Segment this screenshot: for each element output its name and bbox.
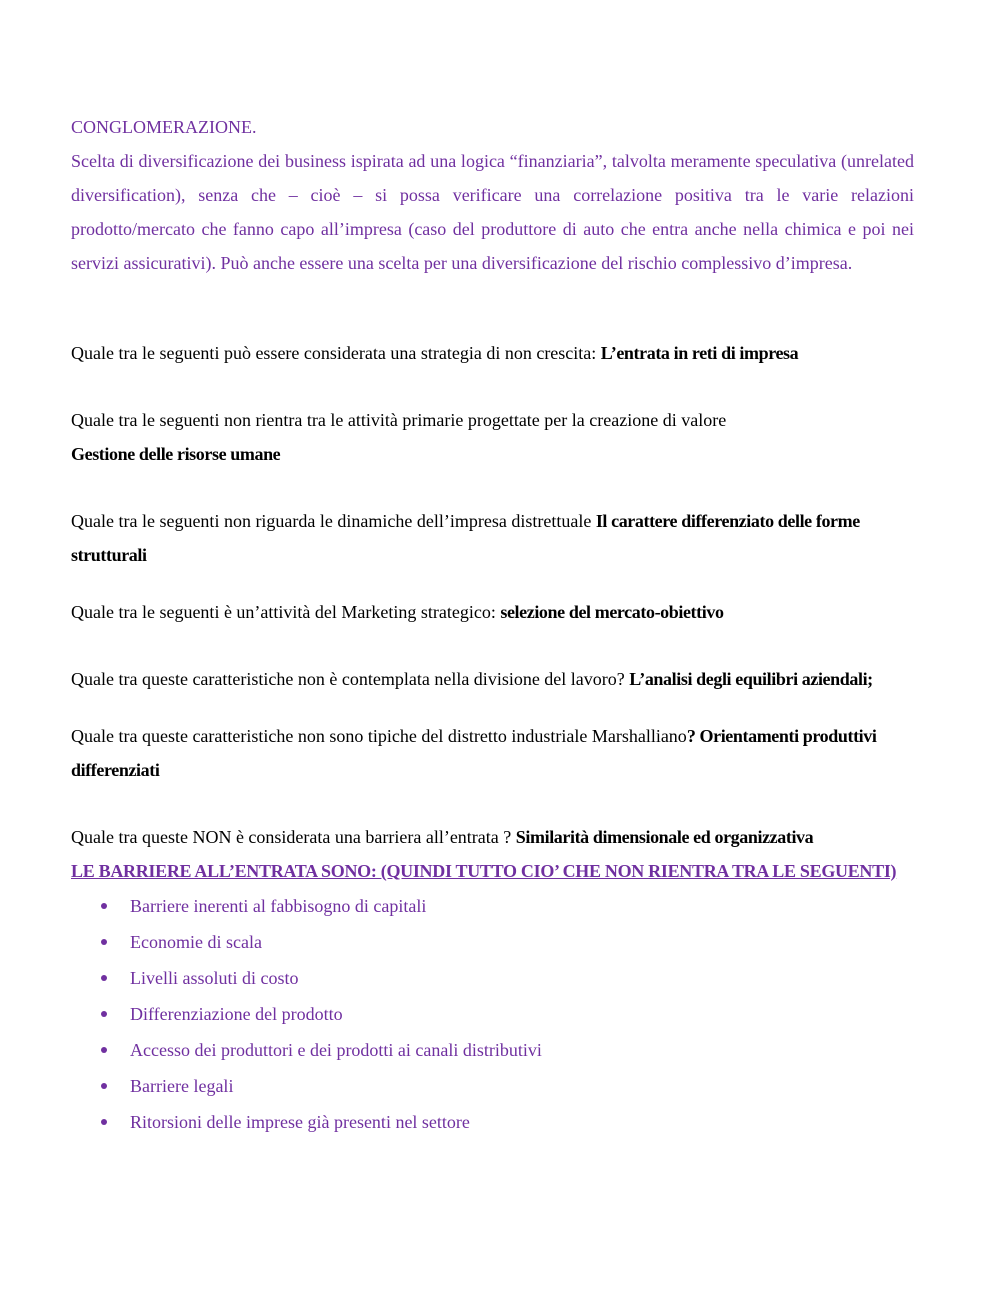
- barriers-list: [71, 888, 914, 1140]
- answer-text: Gestione delle risorse umane: [71, 444, 281, 464]
- barriers-title: LE BARRIERE ALL’ENTRATA SONO: (QUINDI TUTTO CIO’ CHE NON RIENTRA TRA LE SEGUENTI): [71, 861, 897, 881]
- bullet-icon: [101, 1047, 107, 1053]
- list-item: Barriere legali: [71, 1068, 914, 1104]
- qa-item: [71, 336, 914, 370]
- list-item: Livelli assoluti di costo: [71, 960, 914, 996]
- bullet-icon: [101, 903, 107, 909]
- answer-text: ? Orientamenti produttivi differenziati: [71, 726, 877, 780]
- qa-item: [71, 662, 914, 696]
- list-item: Differenziazione del prodotto: [71, 996, 914, 1032]
- bullet-icon: [101, 975, 107, 981]
- qa-item: [71, 820, 914, 854]
- list-item: Economie di scala: [71, 924, 914, 960]
- answer-text: Il carattere differenziato delle forme strutturali: [71, 511, 860, 565]
- list-item: Barriere inerenti al fabbisogno di capitali: [71, 888, 914, 924]
- document-page: [71, 110, 914, 1140]
- answer-text: selezione del mercato-obiettivo: [500, 602, 724, 622]
- bullet-icon: [101, 939, 107, 945]
- question-text: Quale tra queste caratteristiche non è contemplata nella divisione del lavoro?: [71, 669, 630, 689]
- qa-item: [71, 504, 914, 572]
- answer-text: L’entrata in reti di impresa: [600, 343, 799, 363]
- qa-item: [71, 403, 914, 471]
- qa-item: [71, 595, 914, 629]
- bullet-icon: [101, 1083, 107, 1089]
- question-text: Quale tra queste NON è considerata una barriera all’entrata ?: [71, 827, 516, 847]
- question-text: Quale tra le seguenti non rientra tra le attività primarie progettate per la creazione di valore: [71, 410, 727, 430]
- question-text: Quale tra le seguenti è un’attività del Marketing strategico:: [71, 602, 501, 622]
- list-item: Ritorsioni delle imprese già presenti nel settore: [71, 1104, 914, 1140]
- qa-item: [71, 719, 914, 787]
- section-paragraph: Scelta di diversificazione dei business ispirata ad una logica “finanziaria”, talvolta meramente speculativa (unrelated diversification), senza che – cioè – si possa verificare una correlazione positiva tra le varie relazioni prodotto/mercato che fanno capo all’impresa (caso del produttore di auto che entra anche nella chimica e poi nei servizi assicurativi). Può anche essere una scelta per una diversificazione del rischio complessivo d’impresa.: [71, 151, 914, 273]
- answer-text: L’analisi degli equilibri aziendali;: [629, 669, 873, 689]
- answer-text: Similarità dimensionale ed organizzativa: [515, 827, 814, 847]
- question-text: Quale tra le seguenti non riguarda le dinamiche dell’impresa distrettuale: [71, 511, 596, 531]
- question-text: Quale tra le seguenti può essere considerata una strategia di non crescita:: [71, 343, 601, 363]
- section-title: CONGLOMERAZIONE.: [71, 117, 257, 137]
- list-item: Accesso dei produttori e dei prodotti ai canali distributivi: [71, 1032, 914, 1068]
- question-text: Quale tra queste caratteristiche non sono tipiche del distretto industriale Marshalliano: [71, 726, 687, 746]
- bullet-icon: [101, 1119, 107, 1125]
- bullet-icon: [101, 1011, 107, 1017]
